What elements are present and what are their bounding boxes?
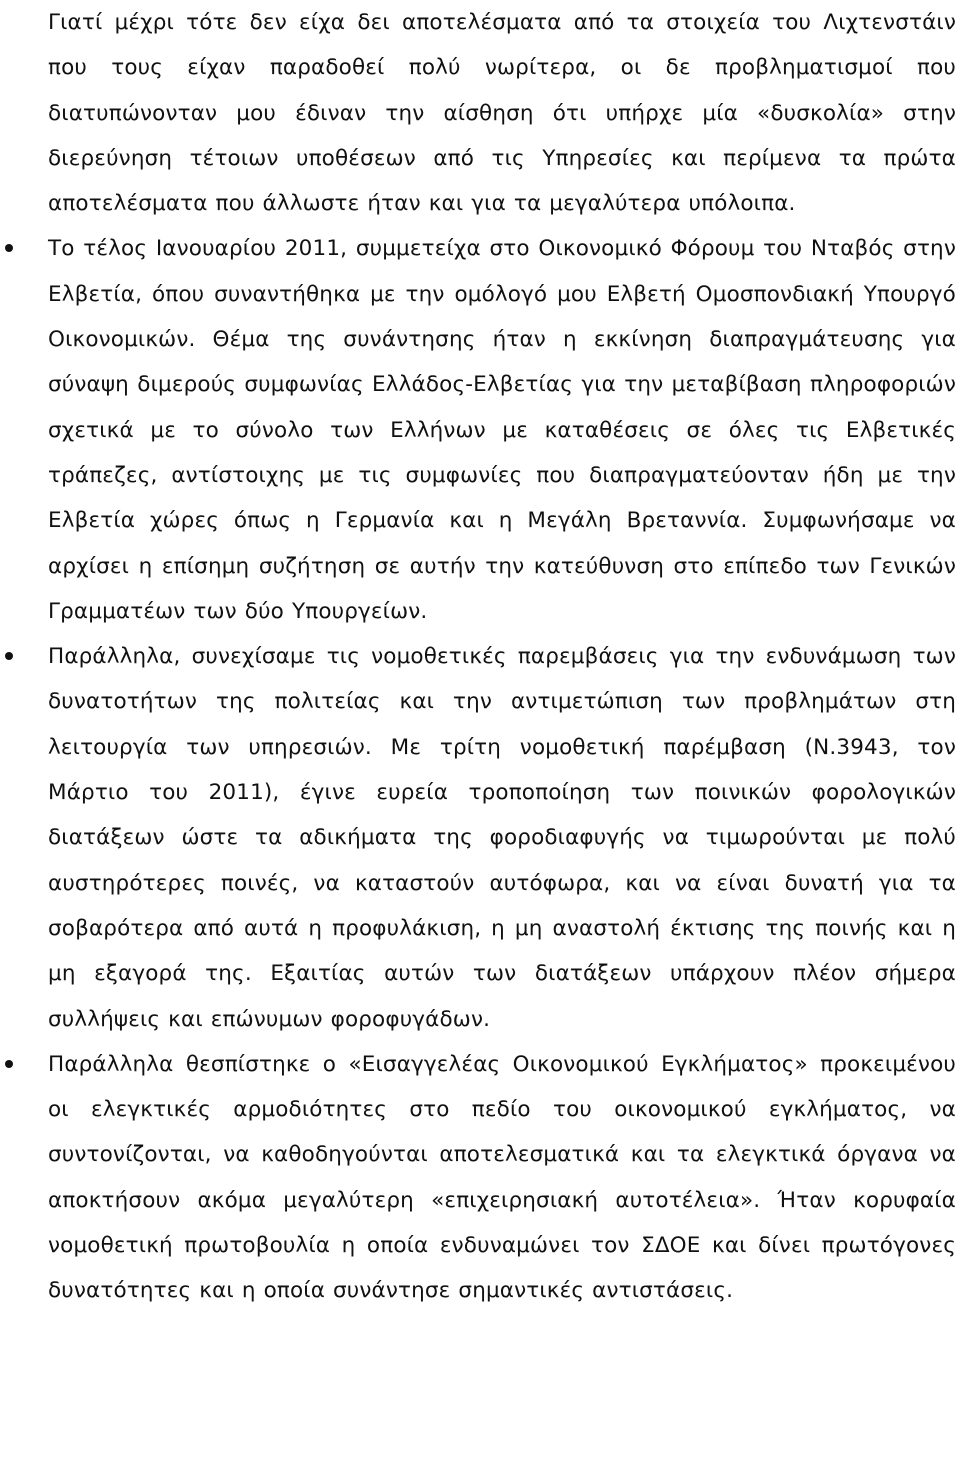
- bullet-item: [48, 226, 956, 634]
- bullet-text: Παράλληλα, συνεχίσαμε τις νομοθετικές παρεμβάσεις για την ενδυνάμωση των δυνατοτήτων της πολιτείας και την αντιμετώπιση των προβλημάτων στη λειτουργία των υπηρεσιών. Με τρίτη νομοθετική παρέμβαση (Ν.3943, τον Μάρτιο του 2011), έγινε ευρεία τροποποίηση των ποινικών φορολογικών διατάξεων ώστε τα αδικήματα της φοροδιαφυγής να τιμωρούνται με πολύ αυστηρότερες ποινές, να καταστούν αυτόφωρα, και να είναι δυνατή για τα σοβαρότερα από αυτά η προφυλάκιση, η μη αναστολή έκτισης της ποινής και η μη εξαγορά της. Εξαιτίας αυτών των διατάξεων υπάρχουν πλέον σήμερα συλλήψεις και επώνυμων φοροφυγάδων.: [48, 644, 956, 1032]
- bullet-text: Παράλληλα θεσπίστηκε ο «Εισαγγελέας Οικονομικού Εγκλήματος» προκειμένου οι ελεγκτικές αρμοδιότητες στο πεδίο του οικονομικού εγκλήματος, να συντονίζονται, να καθοδηγούνται αποτελεσματικά και τα ελεγκτικά όργανα να αποκτήσουν ακόμα μεγαλύτερη «επιχειρησιακή αυτοτέλεια». Ήταν κορυφαία νομοθετική πρωτοβουλία η οποία ενδυναμώνει τον ΣΔΟΕ και δίνει πρωτόγονες δυνατότητες και η οποία συνάντησε σημαντικές αντιστάσεις.: [48, 1051, 956, 1304]
- intro-paragraph: Γιατί μέχρι τότε δεν είχα δει αποτελέσματα από τα στοιχεία του Λιχτενστάιν που τους είχαν παραδοθεί πολύ νωρίτερα, οι δε προβληματισμοί που διατυπώνονταν μου έδιναν την αίσθηση ότι υπήρχε μία «δυσκολία» στην διερεύνηση τέτοιων υποθέσεων από τις Υπηρεσίες και περίμενα τα πρώτα αποτελέσματα που άλλωστε ήταν και για τα μεγαλύτερα υπόλοιπα.: [48, 10, 956, 217]
- bullet-dot-icon: [5, 244, 13, 252]
- bullet-dot-icon: [5, 1060, 13, 1068]
- bullet-list: [48, 226, 956, 1313]
- bullet-item: [48, 634, 956, 1042]
- document-page: [48, 0, 956, 1314]
- bullet-item: [48, 1042, 956, 1314]
- bullet-dot-icon: [5, 652, 13, 660]
- bullet-text: Το τέλος Ιανουαρίου 2011, συμμετείχα στο Οικονομικό Φόρουμ του Νταβός στην Ελβετία, όπου συναντήθηκα με την ομόλογό μου Ελβετή Ομοσπονδιακή Υπουργό Οικονομικών. Θέμα της συνάντησης ήταν η εκκίνηση διαπραγμάτευσης για σύναψη διμερούς συμφωνίας Ελλάδος-Ελβετίας για την μεταβίβαση πληροφοριών σχετικά με το σύνολο των Ελλήνων με καταθέσεις σε όλες τις Ελβετικές τράπεζες, αντίστοιχης με τις συμφωνίες που διαπραγματεύονταν ήδη με την Ελβετία χώρες όπως η Γερμανία και η Μεγάλη Βρεταννία. Συμφωνήσαμε να αρχίσει η επίσημη συζήτηση σε αυτήν την κατεύθυνση στο επίπεδο των Γενικών Γραμματέων των δύο Υπουργείων.: [48, 236, 956, 624]
